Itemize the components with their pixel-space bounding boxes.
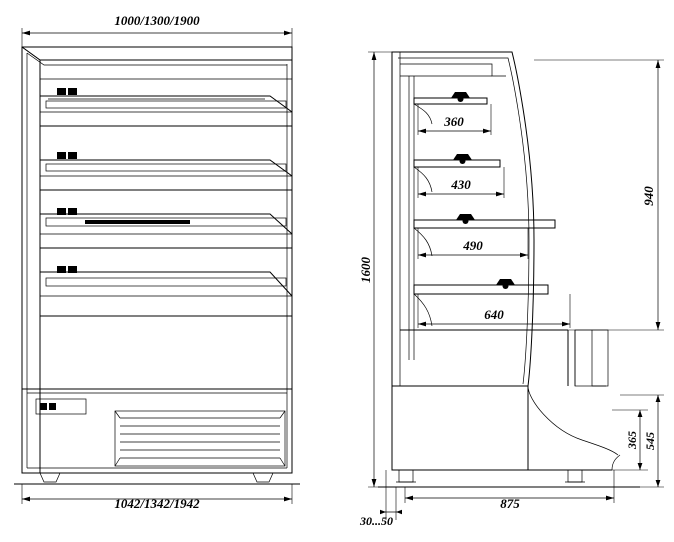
- front-top-dimension: [22, 28, 292, 48]
- upper-height-label: 940: [641, 186, 656, 206]
- front-top-dimension-label: 1000/1300/1900: [114, 13, 200, 28]
- front-shelf-4: [40, 266, 292, 316]
- shelf-3-depth-label: 490: [463, 238, 483, 253]
- side-section-view: [378, 52, 640, 487]
- front-shelf-2: [40, 152, 292, 190]
- leg-range-label: 30...50: [360, 514, 393, 528]
- front-elevation-view: [14, 28, 300, 504]
- control-panel: [36, 399, 86, 414]
- front-bottom-dimension-label: 1042/1342/1942: [114, 496, 200, 511]
- shelf-2-depth-label: 430: [451, 177, 471, 192]
- ventilation-grille: [115, 411, 285, 466]
- total-height-label: 1600: [358, 257, 373, 283]
- shelf-1-depth-label: 360: [444, 114, 464, 129]
- base-365-label: 365: [625, 431, 639, 449]
- side-feet: [396, 470, 585, 482]
- front-shelf-3: [40, 208, 292, 248]
- shelf-4-depth-label: 640: [484, 307, 504, 322]
- depth-label: 875: [500, 496, 520, 511]
- front-shelf-1: [40, 88, 292, 126]
- base-545-label: 545: [643, 432, 657, 450]
- front-feet: [40, 473, 273, 482]
